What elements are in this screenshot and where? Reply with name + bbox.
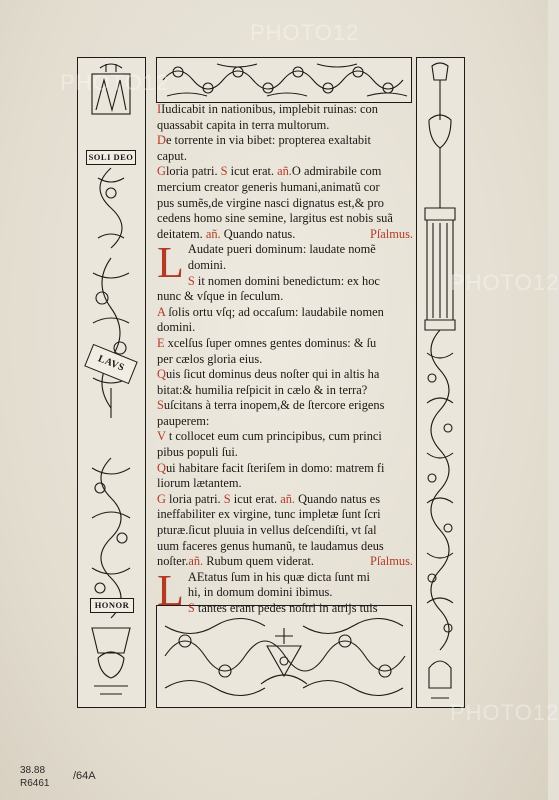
text-line: per cælos gloria eius.: [157, 351, 263, 366]
text-line: nunc & vſque in ſeculum.: [157, 289, 284, 304]
rubric-initial: G: [157, 491, 166, 506]
text-line-content: it nomen domini benedictum: ex hoc: [194, 273, 380, 288]
text-line: caput.: [157, 148, 187, 163]
rubric-initial: Q: [157, 460, 166, 475]
right-border-ornament: [417, 58, 464, 707]
text-line-content: tantes erant pedes noſtri in atrijs tuis: [194, 601, 378, 615]
text-line: pibus populi ſui.: [157, 445, 238, 460]
text-line: ineffabiliter ex virgine, tunc impletæ ſunt ſcri: [157, 507, 381, 522]
text-line: [157, 274, 413, 290]
text-line: bitat:& humilia reſpicit in cælo & in terra?: [157, 382, 368, 397]
text-line: [157, 305, 413, 321]
rubric-initial: E: [157, 335, 165, 350]
accession-number: [20, 764, 96, 790]
accession-suffix: /64A: [73, 770, 96, 782]
rubric-initial: I: [157, 102, 162, 116]
text-line-content: Quando natus es: [295, 491, 381, 506]
text-line: [157, 133, 413, 149]
text-line-content: icut erat.: [227, 164, 275, 179]
text-line-content: Iudicabit in nationibus, implebit ruinas: con: [161, 102, 378, 116]
text-line: [157, 554, 413, 570]
psalmus-rubric: Pſalmus.: [369, 226, 413, 241]
text-line: [157, 492, 413, 508]
antiphon-rubric: añ.: [202, 226, 221, 241]
text-line: pturæ.ſicut pluuia in vellus deſcendiſti, vt ſal: [157, 523, 377, 538]
rubric-initial: D: [157, 133, 166, 148]
text-line: hi, in domum domini ibimus.: [187, 585, 333, 600]
rubric-initial: Q: [157, 367, 166, 382]
watermark: PHOTO12: [450, 270, 559, 295]
text-line-content: ſolis ortu vſq; ad occaſum: laudabile nomen: [165, 304, 384, 319]
text-line: [157, 461, 413, 477]
rubric-initial: A: [157, 304, 166, 319]
watermark: PHOTO12: [450, 700, 559, 725]
text-line: [157, 336, 413, 352]
bottom-ornamental-border: [156, 605, 412, 708]
text-line: liorum lætantem.: [157, 476, 242, 491]
rubric-initial: S: [187, 601, 195, 615]
plaque-laus: LAVS: [84, 344, 137, 384]
text-line: [157, 367, 413, 383]
accession-line-1: 38.88: [20, 765, 46, 776]
text-line: uum faceres genus humanũ, te laudamus deus: [157, 538, 384, 553]
watermark: PHOTO12: [60, 70, 170, 95]
rubric-initial: S: [217, 164, 228, 179]
large-initial: L: [157, 238, 184, 288]
psalter-text-column: [157, 102, 413, 617]
text-line: domini.: [187, 257, 227, 272]
text-line-content: ui habitare facit ſteriſem in domo: matrem fi: [165, 460, 385, 475]
plaque-honor: HONOR: [90, 598, 134, 613]
text-line: pus sumẽs,de virgine nasci dignatus est,& pro: [157, 195, 384, 210]
bottom-border-ornament: [157, 606, 411, 707]
text-line: [157, 398, 413, 414]
text-line-content: deitatem.: [157, 226, 203, 241]
text-line-content: xcelſus ſuper omnes gentes dominus: & ſu: [164, 335, 377, 350]
large-initial: L: [157, 565, 184, 615]
text-line: [157, 164, 413, 180]
text-line: domini.: [157, 320, 196, 335]
text-line: pauperem:: [157, 413, 210, 428]
text-line-content: uſcitans à terra inopem,& de ſtercore erigens: [163, 398, 385, 413]
rubric-initial: G: [157, 164, 166, 179]
text-line-content: O admirabile com: [291, 164, 382, 179]
text-line-content: Quando natus.: [220, 226, 296, 241]
text-line-content: icut erat.: [230, 491, 278, 506]
text-line-content: loria patri.: [165, 491, 221, 506]
right-ornamental-border: [416, 57, 465, 708]
rubric-initial: V: [157, 429, 166, 444]
text-line: [157, 227, 413, 243]
accession-line-2: R6461: [20, 778, 50, 789]
text-line: cedens homo sine semine, largitus est nobis suã: [157, 211, 393, 226]
text-line-content: t collocet eum cum principibus, cum princi: [165, 429, 382, 444]
text-line-content: uis ſicut dominus deus noſter qui in altis ha: [165, 367, 380, 382]
text-line: mercium creator generis humani,animatũ cor: [157, 179, 380, 194]
psalm-block-1: [157, 238, 413, 304]
text-line: Audate pueri dominum: laudate nomẽ: [187, 242, 376, 257]
text-line: [157, 102, 413, 118]
text-line-content: e torrente in via bibet: propterea exaltabit: [165, 133, 371, 148]
text-line: [157, 429, 413, 445]
text-line: AEtatus ſum in his quæ dicta ſunt mi: [187, 569, 370, 584]
antiphon-rubric: añ.: [277, 491, 296, 506]
rubric-initial: S: [157, 398, 164, 413]
text-line-content: loria patri.: [165, 164, 218, 179]
psalmus-rubric: Pſalmus.: [369, 554, 413, 569]
text-line: [157, 601, 413, 617]
top-border-ornament: [157, 58, 411, 102]
psalm-block-2: [157, 565, 413, 617]
rubric-initial: S: [220, 491, 231, 506]
watermark: PHOTO12: [250, 20, 360, 45]
top-ornamental-border: [156, 57, 412, 103]
antiphon-rubric: añ.: [274, 164, 292, 179]
rubric-initial: S: [187, 273, 195, 288]
text-line-content: noſter.: [157, 554, 189, 569]
text-line: quassabit capita in terra multorum.: [157, 117, 330, 132]
plaque-soli-deo: SOLI DEO: [86, 150, 136, 165]
text-line-content: Rubum quem viderat.: [203, 554, 314, 569]
antiphon-rubric: añ.: [188, 554, 204, 569]
